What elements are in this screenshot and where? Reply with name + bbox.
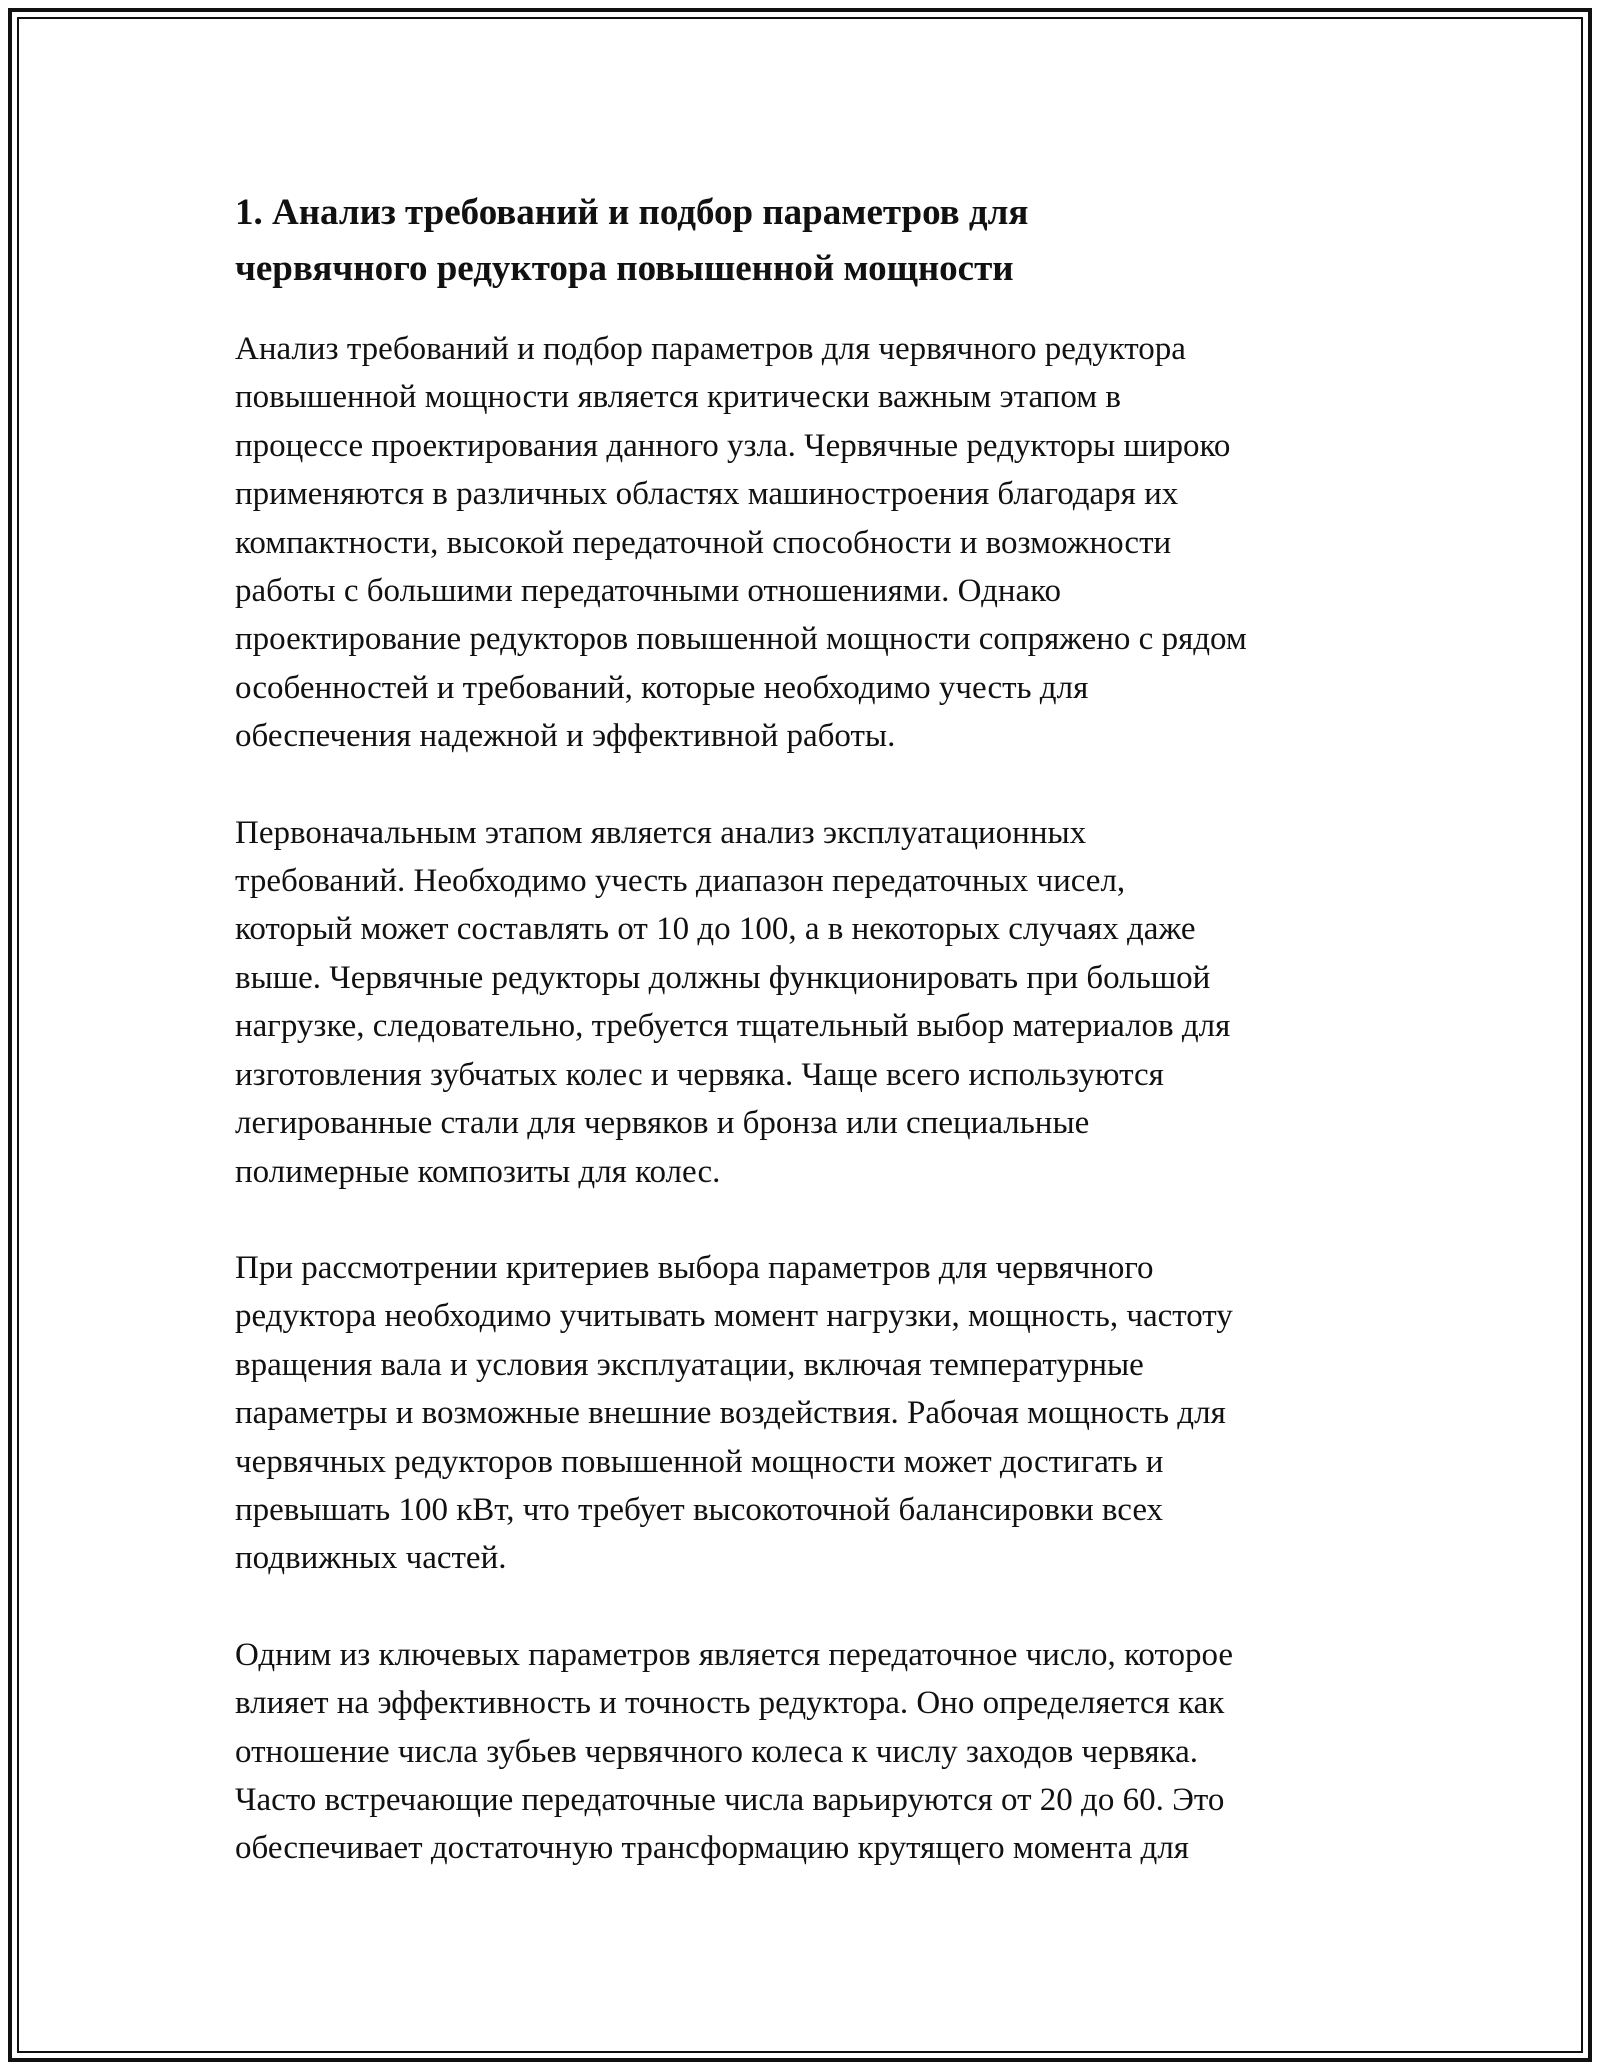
paragraph-2: Первоначальным этапом является анализ эксплуатационных требований. Необходимо учесть диапазон передаточных чисел, который может составлять от 10 до 100, а в некоторых случаях даже выше. Червячные редукторы должны функционировать при большой нагрузке, следовательно, требуется тщательный выбор материалов для изготовления зубчатых колес и червяка. Чаще всего используются легированные стали для червяков и бронза или специальные полимерные композиты для колес.	[235, 814, 1231, 1190]
section-heading: 1. Анализ требований и подбор параметров для червячного редуктора повышенной мощности	[235, 192, 1029, 289]
paragraph-1: Анализ требований и подбор параметров для червячного редуктора повышенной мощности является критически важным этапом в процессе проектирования данного узла. Червячные редукторы широко применяются в различных областях машиностроения благодаря их компактности, высокой передаточной способности и возможности работы с большими передаточными отношениями. Однако проектирование редукторов повышенной мощности сопряжено с рядом особенностей и требований, которые необходимо учесть для обеспечения надежной и эффективной работы.	[235, 331, 1247, 755]
paragraph-3: При рассмотрении критериев выбора параметров для червячного редуктора необходимо учитывать момент нагрузки, мощность, частоту вращения вала и условия эксплуатации, включая температурные параметры и возможные внешние воздействия. Рабочая мощность для червячных редукторов повышенной мощности может достигать и превышать 100 кВт, что требует высокоточной балансировки всех подвижных частей.	[235, 1249, 1233, 1577]
document-body	[235, 185, 1375, 1921]
paragraph-4: Одним из ключевых параметров является передаточное число, которое влияет на эффективность и точность редуктора. Оно определяется как отношение числа зубьев червячного колеса к числу заходов червяка. Часто встречающие передаточные числа варьируются от 20 до 60. Это обеспечивает достаточную трансформацию крутящего момента для	[235, 1636, 1234, 1867]
